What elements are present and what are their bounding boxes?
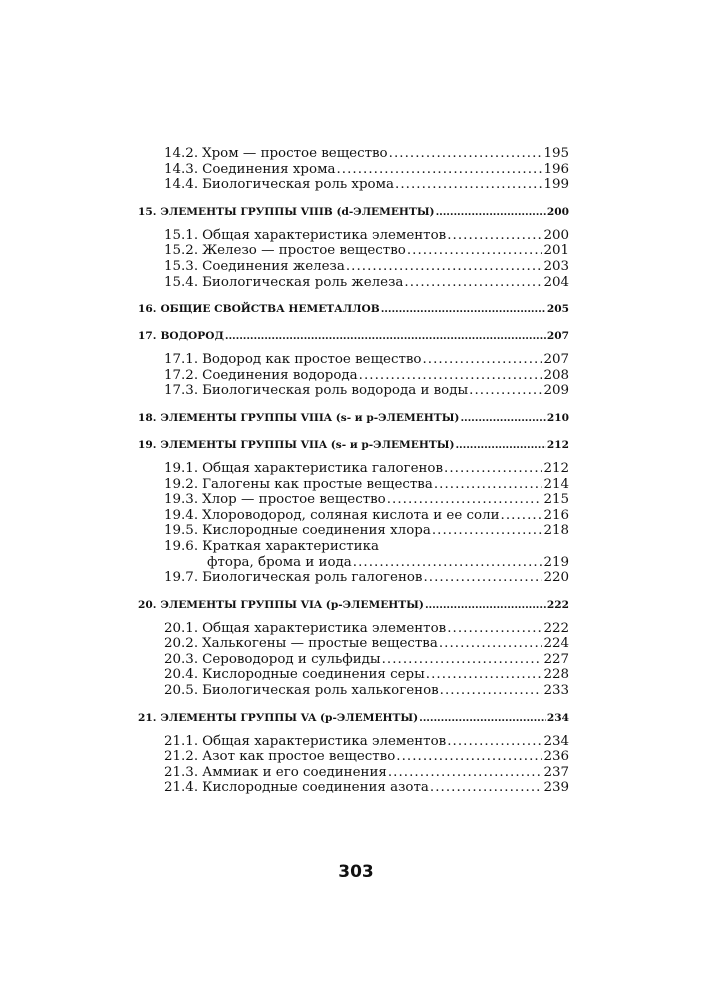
toc-entry-continuation [138, 555, 569, 571]
toc-entry-title: Хлороводород, соляная кислота и ее соли [202, 507, 500, 523]
dot-leader [434, 477, 543, 493]
toc-entry-number: 15.1. [164, 227, 199, 243]
toc-entry [138, 570, 569, 586]
toc-entry [138, 461, 569, 477]
dot-leader [469, 383, 542, 399]
toc-entry-title: Общая характеристика элементов [202, 733, 447, 749]
toc-entry-number: 21.3. [164, 764, 199, 780]
toc-entry [138, 621, 569, 637]
toc-entry-title-continued: фтора, брома и иода [207, 554, 352, 570]
toc-chapter-title: ЭЛЕМЕНТЫ ГРУППЫ VIIIA (s- и p-ЭЛЕМЕНТЫ) [160, 411, 460, 424]
dot-leader [422, 352, 542, 368]
toc-entry-number: 21.2. [164, 749, 199, 765]
toc-chapter-page: 207 [546, 330, 569, 343]
toc-entry-number: 15.3. [164, 258, 199, 274]
toc-entry [138, 177, 569, 193]
toc-entry-number: 21.4. [164, 780, 199, 796]
dot-leader [225, 329, 546, 344]
dot-leader [440, 683, 543, 699]
toc-entry-page: 204 [543, 274, 569, 290]
toc-entry-title: Соединения хрома [202, 161, 336, 177]
toc-entry-number: 19.3. [164, 492, 199, 508]
toc-entry-number: 20.4. [164, 667, 199, 683]
toc-entry [138, 667, 569, 683]
toc-entry-title: Общая характеристика галогенов [202, 460, 444, 476]
toc-entry [138, 275, 569, 291]
toc-chapter-number: 16. [138, 303, 157, 316]
dot-leader [501, 508, 543, 524]
toc-entry [138, 383, 569, 399]
dot-leader [396, 749, 542, 765]
toc-entry-title: Соединения водорода [202, 367, 358, 383]
toc-entry-title: Кислородные соединения хлора [202, 523, 431, 539]
toc-entry [138, 228, 569, 244]
dot-leader [439, 636, 543, 652]
toc-chapter-page: 234 [546, 711, 569, 724]
toc-entry-number: 19.7. [164, 570, 199, 586]
toc-entry-title: Галогены как простые вещества [202, 476, 433, 492]
toc-entry [138, 683, 569, 699]
toc-chapter-number: 15. [138, 205, 157, 218]
toc-entry [138, 146, 569, 162]
toc-chapter-number: 21. [138, 711, 157, 724]
toc-entry [138, 652, 569, 668]
toc-entry [138, 259, 569, 275]
dot-leader [447, 621, 542, 637]
dot-leader [389, 146, 543, 162]
toc-entry-title: Хром — простое вещество [202, 146, 388, 161]
toc-entry-page: 237 [543, 764, 569, 780]
toc-chapter-title: ЭЛЕМЕНТЫ ГРУППЫ VIA (p-ЭЛЕМЕНТЫ) [160, 598, 424, 611]
toc-entry-page: 220 [543, 570, 569, 586]
toc-entry-title: Азот как простое вещество [202, 749, 396, 765]
toc-entry-number: 21.1. [164, 733, 199, 749]
dot-leader [426, 667, 543, 683]
page-number: 303 [338, 862, 374, 882]
toc-chapter-page: 205 [546, 303, 569, 316]
toc-entry [138, 243, 569, 259]
toc-entry-page: 219 [543, 554, 569, 570]
dot-leader [336, 162, 542, 178]
dot-leader [395, 177, 542, 193]
toc-entry-page: 224 [543, 636, 569, 652]
dot-leader [359, 368, 543, 384]
toc-chapter-title: ЭЛЕМЕНТЫ ГРУППЫ VA (p-ЭЛЕМЕНТЫ) [160, 711, 419, 724]
toc-chapter [138, 438, 569, 453]
toc-entry-page: 203 [543, 258, 569, 274]
toc-entry [138, 508, 569, 524]
toc-entry-number: 20.3. [164, 651, 199, 667]
toc-entry-number: 14.2. [164, 146, 199, 161]
toc-chapter-page: 210 [546, 411, 569, 424]
toc-entry-page: 218 [543, 523, 569, 539]
toc-chapter-page: 212 [546, 438, 569, 451]
toc-chapter-number: 19. [138, 438, 157, 451]
toc-entry-title: Железо — простое вещество [202, 243, 406, 259]
dot-leader [419, 711, 546, 726]
toc-entry-title: Биологическая роль водорода и воды [202, 383, 469, 399]
toc-entry [138, 734, 569, 750]
toc-entry-title: Сероводород и сульфиды [202, 651, 381, 667]
dot-leader [432, 523, 543, 539]
toc-entry-title: Халькогены — простые вещества [202, 636, 438, 652]
toc-entry-number: 15.2. [164, 243, 199, 259]
toc-entry-page: 208 [543, 367, 569, 383]
toc-entry [138, 749, 569, 765]
toc-entry-number: 14.3. [164, 161, 199, 177]
toc-chapter-page: 200 [546, 205, 569, 218]
toc-entry-title: Краткая характеристика [202, 538, 379, 554]
toc-entry-title: Биологическая роль хрома [202, 177, 395, 193]
toc-entry-number: 17.1. [164, 352, 199, 368]
dot-leader [387, 492, 543, 508]
toc-chapter [138, 411, 569, 426]
dot-leader [436, 205, 546, 220]
toc-entry-page: 236 [543, 749, 569, 765]
toc-chapter [138, 205, 569, 220]
toc-entry-title: Соединения железа [202, 258, 345, 274]
toc-entry [138, 368, 569, 384]
toc-entry-page: 199 [543, 177, 569, 193]
toc-entry-page: 239 [543, 780, 569, 796]
toc-entry-title: Общая характеристика элементов [202, 620, 447, 636]
dot-leader [407, 243, 543, 259]
toc-entry-title: Биологическая роль халькогенов [202, 683, 439, 699]
dot-leader [353, 555, 543, 571]
toc-entry-title: Аммиак и его соединения [202, 764, 387, 780]
toc-entry-page: 209 [543, 383, 569, 399]
toc-entry-first-line [138, 539, 569, 555]
toc-chapter [138, 329, 569, 344]
table-of-contents [138, 146, 569, 796]
dot-leader [455, 438, 545, 453]
toc-entry-title: Хлор — простое вещество [202, 492, 386, 508]
dot-leader [346, 259, 543, 275]
toc-chapter-title: ЭЛЕМЕНТЫ ГРУППЫ VIIIB (d-ЭЛЕМЕНТЫ) [160, 205, 435, 218]
dot-leader [404, 275, 542, 291]
toc-entry-title: Водород как простое вещество [202, 352, 422, 368]
toc-entry-number: 17.2. [164, 367, 199, 383]
toc-chapter [138, 598, 569, 613]
toc-chapter [138, 302, 569, 317]
toc-entry-title: Кислородные соединения азота [202, 780, 429, 796]
toc-entry [138, 492, 569, 508]
toc-entry-number: 19.2. [164, 476, 199, 492]
toc-entry-number: 20.5. [164, 683, 199, 699]
toc-chapter-title: ОБЩИЕ СВОЙСТВА НЕМЕТАЛЛОВ [160, 303, 380, 316]
dot-leader [447, 734, 542, 750]
toc-entry-title: Общая характеристика элементов [202, 227, 447, 243]
toc-entry [138, 765, 569, 781]
toc-chapter-number: 18. [138, 411, 157, 424]
toc-entry-number: 15.4. [164, 274, 199, 290]
toc-entry-number: 20.2. [164, 636, 199, 652]
toc-chapter-title: ВОДОРОД [160, 330, 224, 343]
toc-entry-number: 19.6. [164, 538, 199, 554]
toc-chapter-title: ЭЛЕМЕНТЫ ГРУППЫ VIIA (s- и p-ЭЛЕМЕНТЫ) [160, 438, 455, 451]
toc-entry-page: 201 [543, 243, 569, 259]
toc-entry-page: 222 [543, 620, 569, 636]
toc-entry-page: 234 [543, 733, 569, 749]
toc-entry-page: 195 [543, 146, 569, 161]
dot-leader [444, 461, 542, 477]
toc-chapter [138, 711, 569, 726]
toc-chapter-number: 17. [138, 330, 157, 343]
toc-entry-page: 200 [543, 227, 569, 243]
toc-entry-page: 215 [543, 492, 569, 508]
dot-leader [423, 570, 542, 586]
toc-chapter-page: 222 [546, 598, 569, 611]
dot-leader [430, 780, 543, 796]
toc-entry-page: 233 [543, 683, 569, 699]
dot-leader [388, 765, 543, 781]
toc-entry-page: 212 [543, 460, 569, 476]
toc-entry-page: 227 [543, 651, 569, 667]
toc-entry [138, 162, 569, 178]
toc-entry-number: 17.3. [164, 383, 199, 399]
toc-entry-number: 19.1. [164, 460, 199, 476]
toc-entry-number: 19.4. [164, 507, 199, 523]
toc-entry-number: 14.4. [164, 177, 199, 193]
dot-leader [460, 411, 545, 426]
toc-entry-page: 216 [543, 507, 569, 523]
dot-leader [381, 302, 546, 317]
toc-entry-page: 228 [543, 667, 569, 683]
toc-entry [138, 636, 569, 652]
dot-leader [447, 228, 542, 244]
toc-entry [138, 477, 569, 493]
dot-leader [425, 598, 546, 613]
toc-entry-title: Биологическая роль железа [202, 274, 404, 290]
toc-chapter-number: 20. [138, 598, 157, 611]
toc-entry [138, 780, 569, 796]
toc-entry-page: 196 [543, 161, 569, 177]
toc-entry-page: 207 [543, 352, 569, 368]
toc-entry [138, 352, 569, 368]
toc-entry [138, 523, 569, 539]
toc-entry-number: 20.1. [164, 620, 199, 636]
dot-leader [382, 652, 543, 668]
toc-entry-title: Биологическая роль галогенов [202, 570, 423, 586]
toc-entry-number: 19.5. [164, 523, 199, 539]
toc-entry-title: Кислородные соединения серы [202, 667, 425, 683]
toc-entry-page: 214 [543, 476, 569, 492]
